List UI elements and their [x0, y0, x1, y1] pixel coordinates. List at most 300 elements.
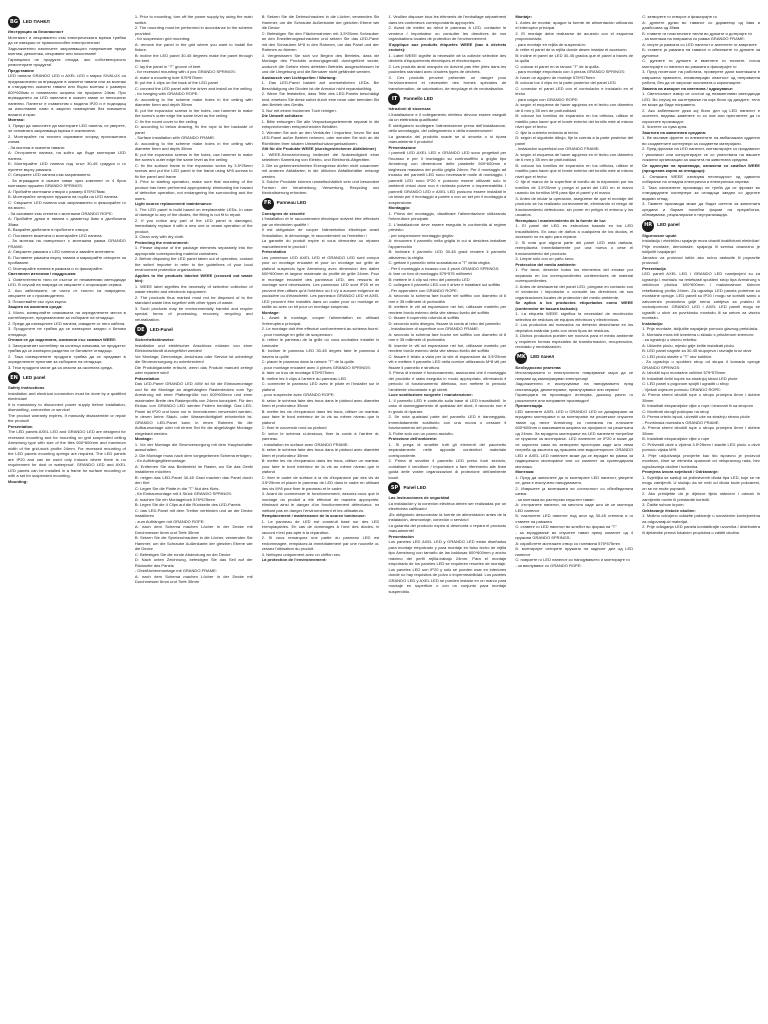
paragraph: 2. Si vous remarquez une partie du panneau LED est endommagée, remplacez-la immédiatement par une nouvelle ou cessez l'utilisation du produit. — [261, 535, 380, 551]
paragraph: B: put the expansion screws in the holes, use hammer to make the screw's outer edge the same level as the ceiling — [134, 107, 253, 118]
paragraph: А: отстранете панелот, на местото каде што ќе се монтира LED панелот — [515, 502, 634, 513]
paragraph: C: LED ploču stavite u "T" utor kobilice. — [642, 353, 713, 359]
paragraph: Б: Монтирайте LED панела под ъгъл 30-45 градуса и го пуснете върху рамката. — [8, 161, 126, 172]
paragraph: A: Izbušiti rupu montažne veličine 575*575mm — [642, 370, 726, 375]
paragraph: 2. Before disposing the LED panel taken out of operation, contact the seller/ importer in refer to the guidelines of your local environment protection organizations. — [134, 256, 253, 272]
paragraph: - für Einbaumontage mit 4 Stück GRANDO SPRINGS: — [134, 491, 232, 496]
paragraph: C: connect the LED panel with the driver and install on the ceiling — [134, 85, 252, 91]
paragraph: 2. El montaje debe realizarse de acuerdo con el esquema proporcionado: — [515, 30, 634, 41]
paragraph: 3. Clean only with dry cloth. — [134, 234, 185, 239]
section-title: Panneau LED — [276, 200, 307, 206]
subheading: Gilt für die Produkte WEEE (durchgestrichener Abfalleimer) — [261, 146, 376, 151]
paragraph: D: according to below drawing, fix the rope to the backside of panel — [134, 124, 253, 135]
paragraph: LED paneli AXEL LED i GRANDO LED namijenjeni su za ugradnju i montažu na rešetkasti spušteni strop tipa Armstrong s veličinom pločica 600*600mm i maksimalnom širinom rešetkastog profila 24mm. Za ugradnju LED panela potrebne su montažne opruge. LED paneli su IP20 i mogu se koristiti samo u zatvorenim prostorima gdje nema zahtjeva za prašinu ili vodootpornost. GRANDO LED i AXEL LED paneli mogu se ugraditi u okvir za površinsku montažu ili sa setom za viseću montažu. — [642, 271, 760, 320]
paragraph: А: Отстранете панела, на който ще бъде монтиран LED панела. — [8, 150, 126, 161]
language-section-header — [8, 16, 126, 28]
paragraph: 1. Svjetiljka se sastoji od jedinstvenih dioda tipa LED, koje se ne mogu zamijeniti. U slučaju da se neki od dioda bude pokvareni, on se ne može popraviti. — [642, 474, 760, 491]
paragraph: Задължително изключете захранващото напрежение преди монтаж, демонтаж, свързване или почистване! — [8, 45, 126, 56]
paragraph: A: according to the scheme make holes in the ceiling with diameter 6mm and depth 35mm — [134, 140, 253, 151]
paragraph: 3. Such products may be environmentally harmful and require special forms of processing, recovery, recycling and neutralization. — [134, 305, 253, 322]
paragraph: 3. Чистете со сува крпа. — [642, 124, 688, 129]
subheading: Die Umwelt schützen: — [261, 113, 304, 118]
paragraph: L'installazione e il collegamento elettrico devono essere eseguiti da un elettricista qualificato! — [388, 111, 507, 122]
paragraph: 2. If you notice any part of the LED panel is damaged, immediately replace it with a new one or cease operation of the product. — [134, 217, 253, 234]
subheading: Présentation — [261, 249, 287, 254]
paragraph: 3. Nur mit einem trockenen Tuch reinigen. — [261, 107, 337, 113]
paragraph: A: selon le schéma faire des trous dans le plafond avec diamètre 6mm et profondeur 35mm — [261, 447, 380, 458]
paragraph: A: retirer le panneau de la grille où vous souhaitez installer le luminaire — [261, 337, 380, 348]
subheading: Светлинен източник / поддръжка: — [8, 271, 77, 276]
paragraph: B: inserire le viti ad espansione nei fori, utilizzare martello per rendere bordo esterno della vite stesso livello del soffitto — [388, 342, 507, 353]
subheading: Safety instructions — [8, 385, 45, 390]
paragraph: Б: ставете ги пластичните типли во дупките и дотерајте ги — [642, 30, 752, 36]
paragraph: 2. Montaža mora biti izvedena u skladu s priloženom shemom: — [642, 331, 755, 337]
paragraph: 2. Ako primijetite da je dijelove tijela oštećeni i odmah ih zamijenite novim ili prestanite koristiti. — [642, 491, 760, 502]
subheading: Light source replacement/ maintenance: — [134, 201, 213, 206]
paragraph: A: retire el panel de la rejilla donde desee instalar el accesorio — [515, 47, 627, 52]
paragraph: 2. Монтирайте на тяхното изрязване според приложената схема. — [8, 133, 126, 144]
paragraph: - Installation en surface avec GRANDO FRAME: — [261, 441, 349, 447]
paragraph: - Per appendere con GRANDO ROPE: — [388, 287, 458, 293]
paragraph: C: fissare il telaio a vista per la vite di espansione da 3.5*25mm viti e mettere il pannello LED nella cornice utilizzando M*8 viti per fissare il pannello e struttura — [388, 353, 507, 370]
section-title: LED panel — [23, 374, 46, 380]
paragraph: - for recessed mounting with 4 pcs GRANDO SPRINGS: — [134, 69, 236, 74]
paragraph: - for hanging with GRANDO ROPE: — [134, 91, 199, 96]
paragraph: - Installazione di superficie con GRANDO FRAME: — [388, 326, 480, 331]
paragraph: B: neigen das LED-Panel 30-45 Grad machen das Panel durch den Kiel — [134, 474, 253, 485]
language-code-badge: IT — [388, 93, 400, 105]
paragraph: 2. Avant de mettre au rebut le panneau à LED, contacter le vendeur / importateur ou consulter les directives de vos organisations locales de protection de l'environnement. — [388, 25, 507, 41]
paragraph: 3. Avant de commencer le fonctionnement, assurez-vous que le montage du produit a été effectué de manière appropriée, éliminant ainsi le danger d'un fonctionnement défectueux, ne mettant pas en danger l'environnement et les utilisateurs. — [261, 491, 380, 513]
paragraph: - Vješati ovjesom pomoću GRANDO ROPE: — [642, 386, 722, 392]
paragraph: C: Befestigen Sie die runde Abdeckung an der Decke — [134, 551, 231, 557]
paragraph: - for suspension grid mounting: — [134, 36, 191, 41]
paragraph: C: collegare il pannello LED con il driver e installare sul soffitto — [388, 282, 501, 287]
paragraph: A: hacer un agujero de montaje 575*575mm — [515, 74, 595, 80]
paragraph: 3. Prije uključivanja provjerite kao što ispravno je proizvod montiran, čime se eliminira opasnost od neispravnog rada, bez ugrožavanja okoline i korisnika. — [642, 452, 760, 469]
paragraph: - zum Aufhängen mit GRANDO ROPE: — [134, 518, 205, 524]
subheading: Protezione dell'ambiente: — [388, 436, 438, 441]
paragraph: - Za ugradnju u spušteni strop od skupa 4 komada opruge GRANDO SPRINGS: — [642, 359, 760, 370]
paragraph: Гаранцията не продукта отпада, ако собственоръчно ремонтирате продукта! — [8, 56, 126, 67]
paragraph: 3. Prima di iniziare il funzionamento, assicurarsi che il montaggio del prodotto è stata eseguita in modo appropriato, eliminando il pericolo di funzionamento difettoso, non mettere in pericolo l'ambiente circostante e gli utenti. — [388, 370, 507, 392]
paragraph: 1. Please dispose of the package elements separately into the appropriate corresponding material containers. — [134, 245, 253, 256]
paragraph: 1. Ознаката WEEE означува неопходност од одвоено собирање на отпадна електрична и електронска опрема. — [642, 173, 760, 184]
paragraph: 3. Тези продукти могат да са опасни за околната среда. — [8, 364, 113, 370]
paragraph: 1. Моля, изхвърляйте опаковката на определените места в контейнерите, предназначени за събиране на отпадъци. — [8, 309, 126, 320]
paragraph: Инсталирањето и електричното поврзување мора да се направи од квалификуван електричар! — [515, 370, 634, 381]
subheading: Представяне — [8, 67, 35, 73]
paragraph: B: mettere le 4 clip sul retro del pannello LED — [388, 276, 470, 282]
paragraph: C: fix the surface frame to the expansion screw by 3.5*25mm screws and put the LED panel in the frame using M*8 screws to fix the panel and frame — [134, 162, 253, 179]
paragraph: È obbligatorio scollegare l'alimentazione prima dell'installazione, dello smontaggio, del collegamento o della manutenzione! — [388, 122, 507, 133]
language-code-badge: SP — [388, 482, 400, 494]
paragraph: ¡Es obligatorio desconectar la fuente de alimentación antes de la instalación, desmontaje, conexión o servicio! — [388, 511, 507, 522]
subheading: Prezentacija — [642, 265, 666, 271]
paragraph: C: fix the round cover to the ceiling — [134, 118, 198, 124]
paragraph: B: LED panel nagnite za 30-45 stupnjeva i ravnajte kroz okvir — [642, 348, 752, 353]
paragraph: La instalación y la conexión eléctrica deben ser realizadas por un electricista calificado! — [388, 500, 507, 511]
subheading: Instalacija: — [642, 320, 664, 326]
paragraph: 1. Por favor, deseche todos los elementos del envase por separado en los correspondientes contenedores de material correspondientes. — [515, 267, 634, 283]
paragraph: 1. The LED panel is build based on irreplaceable LEDs. In case of damage to any of the diodes, the fitting is not fit to repair. — [134, 206, 253, 217]
paragraph: - pour suspendre avec GRANDO ROPE: — [261, 392, 335, 397]
paragraph: - pour montage encastré avec 4 pièces GRANDO SPRINGS: — [261, 364, 371, 370]
paragraph: Задолжително е исклучување на напојувањето пред инсталација, демонтирање, приклучување или сервис! — [515, 381, 634, 392]
paragraph: 3. Prior to starting operation, make sure that mounting of the product has been performed appropriately, eliminating the hazard of defective operation, not endangering the surrounding and the users. — [134, 179, 253, 201]
text-column-3 — [262, 14, 380, 1016]
subheading: Отнася се до изделията, означени със символ WEEE: — [8, 337, 117, 342]
paragraph: C: placer le panneau dans la rainure "T" de la quille. — [261, 359, 355, 364]
language-code-badge: BG — [8, 16, 20, 28]
paragraph: 2. Antes de deshacerse del panel LED, póngase en contacto con el vendedor / importador o consulte las directrices de sus organizaciones locales de protección del medio ambiente. — [515, 283, 634, 300]
subheading: Se aplica a los productos etiquetados como WEEE (contenedor de basura tachado): — [515, 300, 634, 311]
section-title: LED panel — [657, 222, 680, 228]
paragraph: - Per il montaggio a incasso con 4 pezzi GRANDO SPRINGS: — [388, 265, 500, 271]
paragraph: Installation and electrical connection must be done by a qualified electrician! — [8, 390, 126, 401]
subheading: S'applique aux produits étiquetés WEEE (bac à déchets croisés): — [388, 41, 507, 52]
paragraph: - за вградување во спуштен таван преку комплет од 4 пружини GRANDO SPRINGS: — [515, 529, 634, 540]
paragraph: 1. Ве молиме фрлете ги елементите на амбалажата одделно во соодветните контејнери за соодветни материјали. — [642, 135, 760, 146]
language-section-header — [515, 352, 633, 364]
paragraph: 2. Преди да изхвърлите LED панела, извадете от него кабела. — [8, 320, 126, 326]
paragraph: 2. Ако забележите, че части от тялото са повредени, свържете се с производителя. — [8, 287, 126, 298]
paragraph: A: faire un trou de montage 575*575mm — [261, 370, 334, 375]
paragraph: B: Setzen Sie die Dehnschrauben in die Löcher, verwenden Sie Hammer, um die Schraube Außenkante der gleichen Ebene wie die Decke — [261, 14, 380, 30]
subheading: Istruzioni di sicurezza — [388, 106, 431, 111]
paragraph: 1. Prior to mounting, turn off the power supply by using the main switch. — [134, 14, 253, 25]
paragraph: C: colocar el panel en la ranura "T" de la quilla. — [515, 63, 600, 69]
subheading: La protection de l'environnement: — [261, 557, 327, 562]
paragraph: A: make a mounting hole 575*575mm — [134, 74, 203, 80]
paragraph: A: machen Sie ein Montageloch 575*575mm — [134, 496, 215, 502]
paragraph: C: Legen Sie die Platte in die "T" Nut des Kiels. — [134, 485, 220, 491]
paragraph: 2. Die Montage muss nach dem vorgegebenen Schema erfolgen: — [134, 452, 252, 458]
paragraph: - für Aufhängegittermontage: — [134, 458, 187, 463]
paragraph: - Instalación superficial con GRANDO FRAME: — [515, 146, 600, 151]
paragraph: 1. Prije montaže, isključite napajanje pomoću glavnog prekidača. — [642, 326, 759, 331]
paragraph: B: Instalirati četiri kopče na stražnjoj strani LED ploče — [642, 375, 738, 381]
paragraph: A: nach dem Schema machen Löcher in der Decke mit Durchmesser 6mm und Tiefe 35mm — [134, 573, 253, 584]
paragraph: Б: Поставете рамката върху тавана и маркирайте отворите за пробиване. — [8, 254, 126, 265]
paragraph: B: mettre les vis d'expansion dans les trous, utiliser un marteau pour faire le bord extérieur de la vis au même niveau que le plafond — [261, 408, 380, 425]
paragraph: B: put the 4 clips on the back of the LED panel — [134, 80, 219, 85]
paragraph: А: Пробийте дупки в тавана с диаметър 6мм и дълбочина 35мм. — [8, 216, 126, 227]
paragraph: C: das LED-Panel mit dem Treiber verbinden und an der Decke installieren — [134, 507, 253, 518]
paragraph: A: según el esquema de hacer agujeros en el techo con diámetro de 6 mm y 35 mm de profundidad — [515, 151, 634, 162]
paragraph: Б: монтирајте четирите пружини на задниот дел од LED панелот — [515, 546, 634, 557]
paragraph: Los paneles LED AXEL LED y GRANDO LED están diseñados para montaje empotrado y para montaje en falso techo de rejilla tipo Armstrong con tamaño de las baldosas 600*600mm y ancho máximo del perfil rejilla-trabajo 24mm. Para el montaje empotrado de los paneles LED se requieren resortes de montaje. Los paneles LED son IP20 y solo se pueden usar en interiores donde no hay requisitos de polvo o impermeabilidad. Los paneles GRANDO LED y AXEL LED se pueden instalar en un marco para montaje en superficie o con un conjunto para montaje suspendido. — [388, 539, 507, 594]
paragraph: 2. The products thus marked must not be disposed of to the standard waste bins together with other types of waste. — [134, 294, 253, 305]
paragraph: A: secondo lo schema fare buche nel soffitto con diametro di 6 mm e 35 millimetri di profondità — [388, 331, 507, 342]
paragraph: B: Setzen Sie die Spreizschrauben in die Löcher, verwenden Sie Hammer, um die Schraube Außenkante der gleichen Ebene wie die Decke — [134, 535, 253, 551]
paragraph: 3. Vergewissern Sie sich vor Beginn des Betriebs, dass die Montage des Produkts ordnungsgemäß durchgeführt wurde, wodurch die Gefahr eines defekten Betriebs ausgeschlossen ist und die Umgebung und die Benutzer nicht gefährdet werden. — [261, 52, 380, 74]
paragraph: 1. Пред да започнете да го монтирате LED панелот, уверете се, дека е исклучено напојувањето. — [515, 474, 634, 485]
paragraph: - за виснување со GRANDO ROPE: — [515, 562, 582, 568]
paragraph: 2. Така означените производи не треба да се фрлаат во стандардните контејнери за отпадоци заедно со другите видови отпад. — [642, 184, 760, 201]
paragraph: 1. La etiqueta WEEE significa la necesidad de recolección selectiva de residuos de equipos eléctricos y electrónicos. — [515, 311, 634, 322]
paragraph: 1. Bitte entsorgen Sie alle Verpackungselemente separat in die entsprechenden entsprechenden Behälter. — [261, 118, 380, 129]
subheading: Consignes de sécurité — [261, 210, 305, 216]
paragraph: - За окачване към стената с монтажни GRANDO ROPE: — [8, 210, 113, 216]
paragraph: А: Свържете рамката с LED панела и завийте винтовете. — [8, 249, 116, 254]
paragraph: 1. Зачеркнатият контейнер на колелца означава, че продуктът трябва да се изхвърля разделно от битовите отпадъци. — [8, 342, 126, 353]
language-section-header — [262, 198, 380, 210]
language-code-badge: DE — [135, 324, 147, 336]
paragraph: Б: наклонете LED панелот под агол од 30-45 степени и го ставете на рамката — [515, 513, 634, 524]
paragraph: La garantie du produit expire si vous démontez ou réparez manuellement le produit ! — [261, 238, 380, 249]
paragraph: B: inclinare il pannello LED 30-45 gradi rendere il pannello attraverso la chiglia — [388, 249, 507, 260]
paragraph: - За вграждане в окачен таван чрез комплект от 4 броя монтажни пружини GRANDO SPRINGS: — [8, 177, 126, 188]
paragraph: 1. El panel del LED es estructura basado en los LED insustituibles. En caso de daños a cualquiera de los diodos, el accesorio no es apto para reparar. — [515, 223, 634, 239]
text-column-2 — [135, 14, 253, 1016]
paragraph: 3. Пред почетокот на работата, проверете дали монтажата е извршена правилно, елиминирајќи опасност од неправилна работа, без да се загрозат околината и корисниците. — [642, 69, 760, 85]
paragraph: It is mandatory to disconnect power supply before installation, dismantling, connection or service! — [8, 401, 126, 412]
paragraph: 1. Светлосниот извор се состои од незаменливи светодиоди LED. Во случај на оштетување на која било од диодите, тело не може да биде поправено. — [642, 91, 760, 107]
paragraph: D: según el siguiente dibujo, fije la cuerda a la parte posterior del panel — [515, 135, 634, 146]
subheading: Се однесува на производи, означени со симбол WEEE (прецртана корпа за отпадоци): — [642, 162, 760, 173]
section-title: LED ПАНЕЛ — [23, 18, 50, 24]
paragraph: 1. Преди да започнете да монтирате LED панела, се уверете, че основната захранваща мрежа е изключена. — [8, 122, 126, 133]
paragraph: Les panneaux LED AXEL LED et GRANDO LED sont conçus pour un montage encastré et pour un montage sur grille de plafond suspendu type Armstrong avec dimension des dalles 600*600mm et largeur maximale du profilé de grille 24mm. Pour le montage encastré des panneaux LED, des ressorts de montage sont nécessaires. Les panneaux LED sont IP20 et ne peuvent être utilisés qu'à l'intérieur où il n'y a aucune exigence de poussière ou d'étanchéité. Les panneaux GRANDO LED et AXEL LED peuvent être installés dans un cadre pour un montage en saillie ou avec un kit pour un montage suspendu. — [261, 254, 380, 309]
paragraph: A: nach dem Schema machen Löcher in der Decke mit Durchmesser 6mm und Tiefe 35mm — [134, 524, 253, 535]
paragraph: Б: Вкарайте дюбелите в пробитите отвори. — [8, 227, 90, 232]
paragraph: - за монтажа на површина со рамка GRANDO FRAME: — [642, 36, 745, 41]
language-code-badge: HR — [642, 220, 654, 232]
paragraph: C: fije el marco de la superficie al tornillo de la expansión por los tornillos de 3.5*25mm y ponga el panel del LED en el marco usando los tornillos M*8 para fijar el panel y el marco — [515, 179, 634, 195]
paragraph: A: Prema shemi izbušiti rupe u stropu promjera 6mm i dubine 35mm — [642, 425, 760, 436]
subheading: Protección del medio ambiente: — [515, 261, 577, 267]
paragraph: B: incliner le panneau LED 30-45 degrés faire le panneau à travers la quille — [261, 348, 380, 359]
text-column-4 — [388, 14, 506, 1016]
paragraph: - za ugradnju u viseću rešetku: — [642, 337, 698, 342]
paragraph: А: дупнете дупки во таванот со дијаметар од 6мм и длабочина од 35мм — [642, 19, 760, 30]
paragraph: LED панелите AXEL LED и GRANDO LED се дизајнирани за вградено монтирање и за монтирање на решеткаст спуштен таван од типот Armstrong со големина на плочките 600*600mm и максимална ширина на профилот на решетката од 24mm. За вградено монтирање на LED панелите потребни се пружини за монтирање. LED панелите се IP20 и може да се користат само во затворени простории каде што нема потреба од заштита од прашина или водоотпорност. GRANDO LED и AXEL LED панелите може да се вградат во рамка за надворешно монтирање или со комплет за суспендирана монтажа. — [515, 408, 634, 469]
subheading: Sigurnosne upute — [642, 232, 677, 238]
paragraph: B: incline the LED panel 30-45 degrees make the panel through the keel. — [134, 52, 253, 63]
paragraph: 2. Se nota qualsiasi parte del pannello LED è danneggiato, immediatamente sostituirlo con una nuova o cessare il funzionamento del prodotto. — [388, 414, 507, 430]
paragraph: - Surface installation with GRANDO FRAME: — [134, 135, 216, 140]
paragraph: Б: Монтирайте четирите пружини на гърба на LED панела. — [8, 194, 119, 199]
paragraph: C: fissare il coperchio rotondo al soffitto — [388, 315, 460, 320]
paragraph: С: дупнете ги дупките и вметнете ги типлите, потоа монтирајте го панелот во рамката и фиксирајте го — [642, 58, 760, 69]
paragraph: - para montaje en rejilla de suspensión: — [515, 41, 586, 47]
subheading: Protecting the environment: — [134, 239, 189, 245]
paragraph: А: спојте ја рамката со LED панелот и затегнете ги завртките — [642, 41, 757, 47]
paragraph: B: mettre les vis d'expansion dans les trous, utiliser un marteau pour faire le bord extérieur de la vis au même niveau que le plafond — [261, 458, 380, 474]
paragraph: D: selon le schéma ci-dessous, fixer la corde à l'arrière du panneau — [261, 430, 380, 441]
subheading: Инструкции за безопасност — [8, 29, 64, 34]
paragraph: 3. Почиствайте със суха кърпа. — [8, 298, 67, 304]
paragraph: 1. Molimo odvojeno odlažite pakiranje u označenim kontejnerima za odgovarajući materijal. — [642, 513, 760, 524]
paragraph: - за монтажа во растерски спуштен таван: — [515, 496, 595, 502]
paragraph: Prije montaže, demontaže, spajanja ili servisa obavezno je isključiti napajanje! — [642, 243, 760, 254]
paragraph: B: colocar los tornillos de expansión en los orificios, utilizar el martillo para hacer que el borde exterior del tornillo esté al mismo nivel que el techo — [515, 162, 634, 179]
paragraph: 1. Vor der Montage die Stromversorgung mit dem Hauptschalter ausschalten. — [134, 441, 253, 452]
subheading: Защита на околната среда: — [8, 304, 63, 309]
paragraph: C: conectar el panel LED con el controlador e instalarlo en el techo — [515, 85, 634, 96]
paragraph: Installation und elektrischer Anschluss müssen von einer Elektrofachkraft durchgeführt werden! — [134, 342, 253, 353]
subheading: Remplacement / maintenance de la source lumineuse: — [261, 513, 366, 518]
paragraph: А: изработете монтажен отвор со големина 575*575mm — [515, 540, 620, 546]
paragraph: - para montaje empotrado con 4 piezas GRANDO SPRINGS: — [515, 69, 626, 74]
paragraph: 1. Label WEEE signifie la nécessité de la collecte sélective des déchets d'équipements électriques et électroniques. — [388, 52, 507, 63]
paragraph: B: colocar los tornillos de expansión en los orificios, utilizar el martillo para hacer que el borde exterior del tornillo esté al mismo nivel que el techo — [515, 113, 634, 129]
subheading: Promjena izvora svjetlosti / Održavanje: — [642, 469, 719, 474]
section-title: Panel LED — [403, 484, 427, 490]
subheading: Presentazione — [388, 144, 416, 150]
paragraph: 2. Така изхвърлените продукти трябва да се предават в определените пунктове за събиране на отпадъци. — [8, 353, 126, 364]
paragraph: A: according to the scheme make holes in the ceiling with diameter 6mm and depth 35mm — [134, 96, 253, 107]
paragraph: 2. Wenn Sie feststellen, dass Teile des LED-Panels beschädigt sind, ersetzen Sie diese sofort durch eine neue oder beenden Sie den Betrieb des Geräts. — [261, 91, 380, 107]
paragraph: A: Entfernen Sie das Bedienfeld im Raster, wo Sie das Gerät installieren möchten — [134, 463, 253, 474]
subheading: Монтаж: — [8, 117, 25, 122]
paragraph: C: LED panel s pogonom spojiti i ugraditi u strop — [642, 381, 729, 386]
paragraph: Гаранцијата на производот истекува, доколку рачно го расклопите или поправите производот! — [515, 392, 634, 403]
paragraph: C: fixer le couvercle rond au plafond — [261, 425, 327, 430]
paragraph: 3. Limpie sólo con un paño seco. — [515, 256, 575, 261]
language-section-header — [388, 482, 506, 494]
paragraph: 2. Die so gekennzeichneten Erzeugnisse dürfen nicht zusammen mit anderen Abfallarten in die üblichen Abfallbehälter entsorgt werden. — [261, 162, 380, 179]
language-section-header — [135, 324, 253, 336]
paragraph: - За монтаж на повърхност с монтажна рамка GRANDO FRAME: — [8, 238, 126, 249]
language-code-badge: MK — [515, 352, 527, 364]
paragraph: 1. Осветителното тяло се състои от незаменими светодиоди LED. В случай на повреда се свържете с оторизиран сервиз. — [8, 276, 126, 287]
paragraph: С: Поставете въжетата и монтирайте LED панела. — [8, 232, 103, 238]
subheading: Las instrucciones de seguridad — [388, 495, 450, 500]
paragraph: 3. Antes de iniciar la operación, asegúrese de que el montaje del producto se ha realizado correctamente, eliminando el riesgo de funcionamiento defectuoso, sin poner en peligro el entorno y los usuarios. — [515, 195, 634, 217]
subheading: Austausch von Lichtquellen / Wartung: — [261, 74, 337, 80]
paragraph: A: Uklonite ploču, mjesto gdje želite instalirati ploču — [642, 342, 734, 348]
paragraph: B: mettere le viti ad espansione nei fori, utilizzare martello per rendere bordo esterno della vite stesso livello del soffitto — [388, 304, 507, 315]
text-column-1 — [8, 14, 126, 1016]
paragraph: - Površinska montaža s GRANDO FRAME: — [642, 419, 720, 425]
paragraph: C: connecter le panneau LED avec le pilote et l'installer sur le plafond — [261, 381, 380, 392]
subheading: Održavanje čistoće okoline: — [642, 507, 696, 513]
text-column-5 — [515, 14, 633, 1016]
paragraph: Jamstvo za proizvod ističe ako ručno rastavite ili popravite proizvod! — [642, 254, 760, 265]
paragraph: 2. The mounting must be performed in accordance to the scheme provided. — [134, 25, 253, 36]
paragraph: The product warranty expires, if manually disassemble or repair the product! — [8, 412, 126, 423]
paragraph: A: fare un foro di montaggio 575*575 millimetri — [388, 271, 472, 276]
paragraph: 3. Продуктите не трябва да се изхвърлят заедно с битови отпадъци. — [8, 326, 126, 337]
paragraph: С: поврзете го LED панелот со напојувањето и монтирајте го — [515, 557, 630, 562]
paragraph: 2. Le montage doit être effectué conformément au schéma fourni. — [261, 326, 380, 331]
paragraph: 3. Nettoyez uniquement avec un chiffon sec. — [261, 551, 342, 557]
paragraph: B: Legen Sie die 4 Clips auf die Rückseite des LED-Panels — [134, 502, 241, 507]
paragraph: Б: ставете ја рамката на таванот и обележете ги дупките за дупчење — [642, 47, 760, 58]
paragraph: C: lay the panel in "T" groove of keel. — [134, 63, 202, 69]
paragraph: 1. WEEE-Kennzeichnung bedeutet die Notwendigkeit einer selektiven Sammlung von Elektro- und Elektronik-Altgeräten. — [261, 151, 380, 162]
paragraph: 2. Ако забележите дека кој било дел од LED панелот е оштетен, веднаш заменете го со нов или престанете да го користите производот. — [642, 107, 760, 124]
paragraph: - За монтаж в окачени тавани: — [8, 144, 66, 150]
paragraph: A: secondo lo schema fare buche nel soffitto con diametro di 6 mm e 35 millimetri di profondità — [388, 293, 507, 304]
paragraph: 1. Prima del montaggio, disattivare l'alimentazione utilizzando l'interruttore principale. — [388, 210, 507, 221]
subheading: Presentación — [388, 533, 414, 539]
paragraph: La garantía del producto expira si desmonta o repara el producto manualmente! — [388, 522, 507, 533]
paragraph: A: selon le schéma faire des trous dans le plafond avec diamètre 6mm et profondeur 35mm — [261, 397, 380, 408]
text-column-6 — [642, 14, 760, 1016]
paragraph: 1. Antes de montar, apague la fuente de alimentación utilizando el interruptor principal. — [515, 19, 634, 30]
paragraph: Die Produktgarantie erlischt, wenn das Produkt manuell zerlegt oder repariert wird! — [134, 364, 253, 375]
paragraph: D: Nach unten Zeichnung, befestigen Sie das Seil auf der Rückseite des Panels — [134, 557, 253, 568]
paragraph: Vor Montage, Demontage, Anschluss oder Service ist unbedingt die Stromversorgung zu unterbrechen! — [134, 353, 253, 364]
paragraph: La garanzia del prodotto scade se si smonta o si ripara manualmente il prodotto! — [388, 133, 507, 144]
paragraph: A: Prema shemi izbušiti rupe u stropu promjera 6mm i dubine 35mm — [642, 392, 760, 403]
paragraph: The LED panels AXEL LED and GRANDO LED are designed for recessed mounting and for mounting on grid suspended ceiling Armstrong type with size of the tiles 600*600mm and maximum width of the grid-work profile 24mm. For recessed mounting of the LED panels mounting springs are required. The LED panels are IP20 and can be used only indoors where there is no requirement for dust or waterproof. GRANDO LED and AXEL LED panels can be installed in a frame for surface mounting or with a set for suspended mounting. — [8, 429, 126, 478]
paragraph: B: colocar los 4 clips en la parte posterior del panel LED — [515, 80, 616, 85]
paragraph: Il est obligatoire de couper l'alimentation électrique avant l'installation, le démontage, le raccordement ou l'entretien ! — [261, 227, 380, 238]
paragraph: 1. Veuillez disposer tous les éléments de l'emballage séparément dans les conteneurs correspondants appropriés. — [388, 14, 507, 25]
paragraph: 2. Prima di smaltire il pannello LED preso fuori servizio, contattare il venditore / importatore o fare riferimento alle linee guida delle vostre organizzazioni di protezione dell'ambiente locali. — [388, 458, 507, 480]
paragraph: 2. Los productos así marcados no deberán desecharse en los depósitos estándar junto con otros tipos de residuos. — [515, 322, 634, 333]
paragraph: 2. Wenden Sie sich an den Verkäufer / Importeur, bevor Sie das LED-Panel außer Betrieb nehmen, oder wenden Sie sich an die Richtlinien Ihrer lokalen Umweltschutzorganisationen. — [261, 129, 380, 146]
subheading: Безбедносни упатства — [515, 364, 561, 370]
subheading: Montage: — [261, 309, 280, 315]
paragraph: - per sospensione montaggio griglia: — [388, 232, 454, 238]
paragraph: D: secondo sotto disegno, fissare la corda al retro del pannello — [388, 320, 501, 326]
paragraph: 3. Dichos productos pueden ser nocivos para el medio ambiente y requieren formas especiales de transformación, recuperación, reciclado y neutralización. — [515, 333, 634, 349]
paragraph: 3. Таквите производи може да бидат штетни за животната средина и бараат посебни форми на преработка, обновување, рециклирање и неутрализација. — [642, 201, 760, 217]
paragraph: A: según el esquema de hacer agujeros en el techo con diámetro de 6 mm y 35 mm de profundidad — [515, 102, 634, 113]
paragraph: LED панели GRANDO LED и AXEL LED с марка SIVALUX са предназначени за вграждане в окачени тавани или за монтаж в стандартни окачени тавани или бързо монтаж с размери 600*600мм и номинално ширина на профила 24мм. При вграждането на LED панелите в окачен таван от непосилни панелни. Панелът е съвместим с модела IP20 и е подходящ за използване само в закрити помещения без повишено влажно и прах. — [8, 73, 126, 117]
paragraph: 2. Извршете ја монтажата во согласност со обезбедената шема: — [515, 485, 634, 496]
paragraph: Монтажът и свързването към електрическата мрежа трябва да се извърши от правоспособен електротехник! — [8, 34, 126, 45]
subheading: Монтажа: — [515, 469, 535, 474]
subheading: Montaggio: — [388, 205, 411, 210]
paragraph: C: fijar la cubierta redonda al techo — [515, 129, 579, 135]
paragraph: 1. WEEE label signifies the necessity of selective collection of waste electric and electronic equipment. — [134, 283, 253, 294]
subheading: Applies to the products labeled WEEE (crossed out waste bin): — [134, 272, 253, 283]
paragraph: B: put the expansion screws in the holes, use hammer to make the screw's outer edge the same level as the ceiling — [134, 151, 253, 162]
paragraph: Instalaciju i električnu spajanje mora obaviti kvalificirani električar! — [642, 238, 760, 243]
paragraph: - Oberflächenmontage mit GRANDO FRAME: — [134, 568, 217, 573]
paragraph: 2. Les produits ainsi marqués ne doivent pas être jetés dans les poubelles standard avec d'autres types de déchets. — [388, 63, 507, 74]
subheading: Präsentation — [134, 375, 160, 381]
subheading: Reemplazo / mantenimiento de la fuente de luz: — [515, 217, 607, 223]
paragraph: 3. Solche Produkte können umweltschädlich sein und besondere Formen der Verarbeitung, Verwertung, Recycling und Neutralisierung erfordern. — [261, 179, 380, 195]
section-title: Pannello LED — [403, 95, 434, 101]
subheading: Montage: — [134, 436, 153, 441]
language-code-badge: FR — [262, 198, 274, 210]
paragraph: D: Prema crtežu ispod, učvrstiti uže na stražnju stranu ploče — [642, 414, 750, 419]
paragraph: 2. Si nota que alguna parte del panel LED está dañada, reemplácela inmediatamente por una nueva o cese el funcionamiento del producto. — [515, 239, 634, 256]
paragraph: 3. Ces produits peuvent présenter un danger pour l'environnement et nécessiter des formes spéciales de transformation, de valorisation, de recyclage et de neutralisation. — [388, 74, 507, 91]
paragraph: - pour montage en grille de suspension: — [261, 331, 333, 337]
paragraph: 1. Le panneau de LED est construit basé sur des LED irremplaçables. En cas de dommages à l'une des diodes, le raccord n'est pas apte à la réparation. — [261, 518, 380, 535]
paragraph: C: fixer le cadre de surface à la vis d'expansion par des vis de 3.5*25mm et placer le panneau de LED dans le cadre en utilisant des vis M*8 pour fixer le panneau et le cadre — [261, 474, 380, 491]
paragraph: L'installation et le raccordement électrique doivent être effectués par un électricien qualifié ! — [261, 216, 380, 227]
paragraph: B: Instalirati ekspanzijske vijke u rupe i izravnati ih sa stropom — [642, 403, 754, 408]
paragraph: 1. Das LED-Panel basiert auf unersetzlichen LEDs. Bei Beschädigung der Dioden ist die Armatur nicht reparaturfähig. — [261, 80, 380, 91]
paragraph: I pannelli LED AXEL LED e GRANDO LED sono progettati per l'incasso e per il montaggio su controsoffitto a griglia tipo Armstrong con dimensione delle piastrelle 600*600mm e larghezza massima del profilo griglia 24mm. Per il montaggio ad incasso dei pannelli LED sono necessarie molle di montaggio. I pannelli LED sono IP20 e possono essere utilizzati solo in ambienti chiusi dove non è richiesta polvere o impermeabilità. I pannelli GRANDO LED e AXEL LED possono essere installati in un telaio per il montaggio a parete o con un set per il montaggio a sospensione. — [388, 150, 507, 205]
paragraph: С: Монтирайте панела в рамката и го фиксирайте. — [8, 265, 104, 271]
paragraph: 3. Pulire solo con un panno asciutto. — [388, 430, 454, 436]
language-section-header — [388, 93, 506, 105]
subheading: Заштита на животната средина: — [642, 129, 707, 135]
paragraph: A: remove the panel in the grid where you want to install the fixture. — [134, 41, 253, 52]
paragraph: С: затворете го отворот и фиксирајте го — [642, 14, 717, 19]
language-section-header — [8, 372, 126, 384]
subheading: Замена на изворот на светлина / одржување: — [642, 85, 734, 91]
subheading: Montaje: — [515, 14, 532, 19]
paragraph: 2. Prije odlaganja LED panela kontaktirajte uvoznika / distributera ili djelatnike prema lokalnim propisima o zaštiti okoline. — [642, 524, 760, 535]
language-code-badge: EN — [8, 372, 20, 384]
paragraph: C: Pričvrstiti okvir s vijcima 3.5*25mm i stavite LED ploču u okvir pomoću vijaka M*8 — [642, 441, 760, 452]
paragraph: 1. Avant le montage, couper l'alimentation en utilisant l'interrupteur principal. — [261, 315, 380, 326]
paragraph: 1. Si prega di smaltire tutti gli elementi del pacchetto separatamente nelle apposite contenitori materiale corrispondente. — [388, 441, 507, 458]
paragraph: C: Montirati okrugli poklopac na strop — [642, 408, 709, 414]
